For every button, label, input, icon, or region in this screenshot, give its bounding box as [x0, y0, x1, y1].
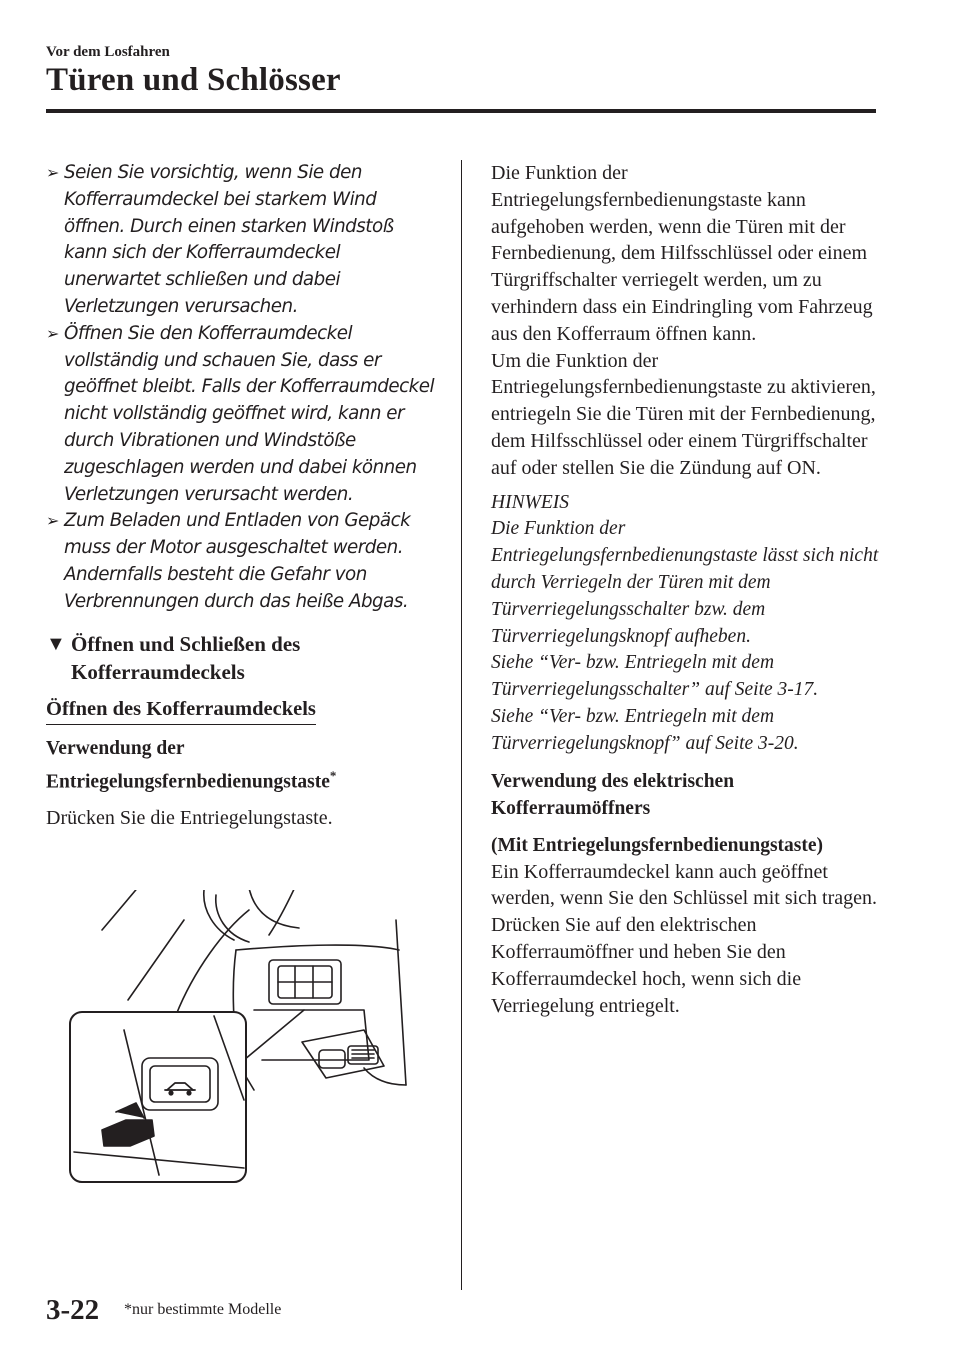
note-reference: Siehe “Ver- bzw. Entriegeln mit dem Türverriegelungsschalter” auf Seite 3-17.	[491, 652, 819, 701]
right-column	[491, 160, 881, 1019]
note-reference: Siehe “Ver- bzw. Entriegeln mit dem Türverriegelungsknopf” auf Seite 3-20.	[491, 705, 799, 754]
arrow-bullet-icon: ➢	[46, 511, 59, 531]
warning-text: Seien Sie vorsichtig, wenn Sie den Kofferraumdeckel bei starkem Wind öffnen. Durch einen starken Windstoß kann sich der Kofferraumdeckel unerwartet schließen und dabei Verletzungen verursachen.	[64, 162, 394, 317]
paragraph: Drücken Sie auf den elektrischen Kofferraumöffner und heben Sie den Kofferraumdeckel hoch, wenn sich die Verriegelung entriegelt.	[491, 914, 802, 1017]
arrow-bullet-icon: ➢	[46, 323, 59, 343]
section-heading	[46, 630, 441, 686]
warning-text: Öffnen Sie den Kofferraumdeckel vollständig und schauen Sie, dass er geöffnet bleibt. Falls der Kofferraumdeckel nicht vollständig geöffnet wird, kann er durch Vibrationen und Windstöße zugeschlagen werden und dabei können Verletzungen verursacht werden.	[64, 322, 435, 505]
warning-item	[46, 160, 441, 321]
page-number: 3-22	[46, 1294, 100, 1326]
triangle-bullet-icon: ▼	[46, 632, 66, 655]
method-instruction: Drücken Sie die Entriegelungstaste.	[46, 807, 333, 830]
note-label: HINWEIS	[491, 491, 569, 513]
warning-item	[46, 508, 441, 615]
left-column	[46, 160, 441, 832]
header-rule	[46, 109, 876, 113]
asterisk-mark: *	[329, 767, 337, 783]
note-text: Die Funktion der Entriegelungsfernbedienungstaste lässt sich nicht durch Verriegeln der Türen mit dem Türverriegelungsschalter bzw. dem Türverriegelungsknopf aufheben.	[491, 518, 879, 647]
trunk-release-illustration	[64, 890, 444, 1190]
method-heading: Verwendung des elektrischen Kofferraumöffners	[491, 770, 735, 819]
section-label: Vor dem Losfahren	[46, 44, 170, 60]
page-title: Türen und Schlösser	[46, 62, 341, 98]
footnote: *nur bestimmte Modelle	[124, 1301, 282, 1318]
warning-list	[46, 160, 441, 616]
subsection-heading: Öffnen des Kofferraumdeckels	[46, 696, 316, 725]
paragraph: Ein Kofferraumdeckel kann auch geöffnet werden, wenn Sie den Schlüssel mit sich tragen.	[491, 860, 878, 910]
method-heading	[46, 735, 441, 796]
section-heading-text: Öffnen und Schließen des Kofferraumdeckels	[71, 631, 301, 684]
paragraph: Um die Funktion der Entriegelungsfernbedienungstaste zu aktivieren, entriegeln Sie die Türen mit der Fernbedienung, dem Hilfsschlüssel oder einem Türgriffschalter auf oder stellen Sie die Zündung auf ON.	[491, 349, 876, 479]
arrow-bullet-icon: ➢	[46, 163, 59, 182]
method-subheading: (Mit Entriegelungsfernbedienungstaste)	[491, 834, 824, 856]
column-divider	[461, 160, 462, 1290]
method-heading-text: Verwendung der Entriegelungsfernbedienungstaste	[46, 737, 330, 793]
warning-item	[46, 321, 441, 509]
paragraph: Die Funktion der Entriegelungsfernbedienungstaste kann aufgehoben werden, wenn die Türen mit der Fernbedienung, dem Hilfsschlüssel oder einem Türgriffschalter verriegelt werden, um zu verhindern dass ein Eindringling vom Fahrzeug aus den Kofferraum öffnen kann.	[491, 162, 873, 345]
warning-text: Zum Beladen und Entladen von Gepäck muss der Motor ausgeschaltet werden. Andernfalls besteht die Gefahr von Verbrennungen durch das heiße Abgas.	[64, 510, 411, 612]
